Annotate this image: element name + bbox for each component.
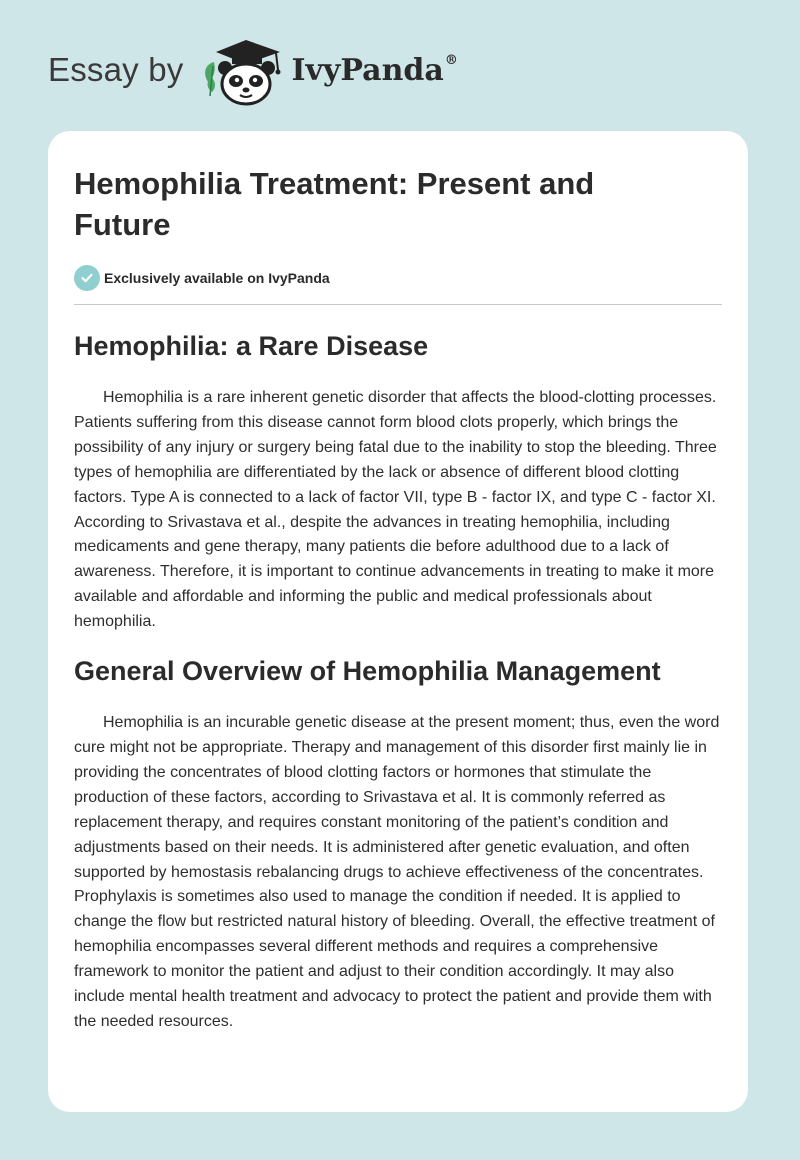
section-paragraph-management: Hemophilia is an incurable genetic disease at the present moment; thus, even the word cure might not be appropriate. Therapy and management of this disorder first mainly lie in providing the concentrates of blood clotting factors or hormones that stimulate the production of these factors, according to Srivastava et al. It is commonly referred as replacement therapy, and requires constant monitoring of the patient’s condition and adjustments based on their needs. It is administered after genetic evaluation, and often supported by hemostasis rebalancing drugs to achieve effectiveness of the concentrates. Prophylaxis is sometimes also used to manage the condition if needed. It is applied to change the flow but restricted natural history of bleeding. Overall, the effective treatment of hemophilia encompasses several different methods and requires a comprehensive framework to monitor the patient and adjust to their condition accordingly. It may also include mental health treatment and advocacy to protect the patient and provide them with the needed resources.	[74, 714, 720, 1030]
page-title: Hemophilia Treatment: Present and Future	[74, 166, 595, 242]
exclusive-badge	[74, 265, 722, 291]
ivypanda-brand-name[interactable]: IvyPanda®	[291, 52, 458, 88]
divider	[74, 304, 722, 305]
exclusive-badge-label: Exclusively available on IvyPanda	[104, 270, 330, 286]
registered-mark: ®	[444, 52, 458, 68]
section-paragraph-rare-disease: Hemophilia is a rare inherent genetic disorder that affects the blood-clotting processes. Patients suffering from this disease cannot form blood clots properly, which brings the possibility of any injury or surgery being fatal due to the inability to stop the bleeding. Three types of hemophilia are differentiated by the lack or absence of different blood clotting factors. Type A is connected to a lack of factor VII, type B - factor IX, and type C - factor XI. According to Srivastava et al., despite the advances in treating hemophilia, including medicaments and gene therapy, many patients die before adulthood due to a lack of awareness. Therefore, it is important to continue advancements in treating to make it more available and affordable and informing the public and medical professionals about hemophilia.	[74, 389, 717, 631]
panda-logo-icon	[198, 32, 288, 108]
essay-by-label: Essay by	[48, 51, 184, 88]
section-heading-management: General Overview of Hemophilia Management	[74, 656, 661, 687]
checkmark-icon	[74, 265, 100, 291]
section-heading-rare-disease: Hemophilia: a Rare Disease	[74, 331, 429, 361]
site-header	[48, 30, 458, 110]
essay-card	[48, 131, 748, 1112]
